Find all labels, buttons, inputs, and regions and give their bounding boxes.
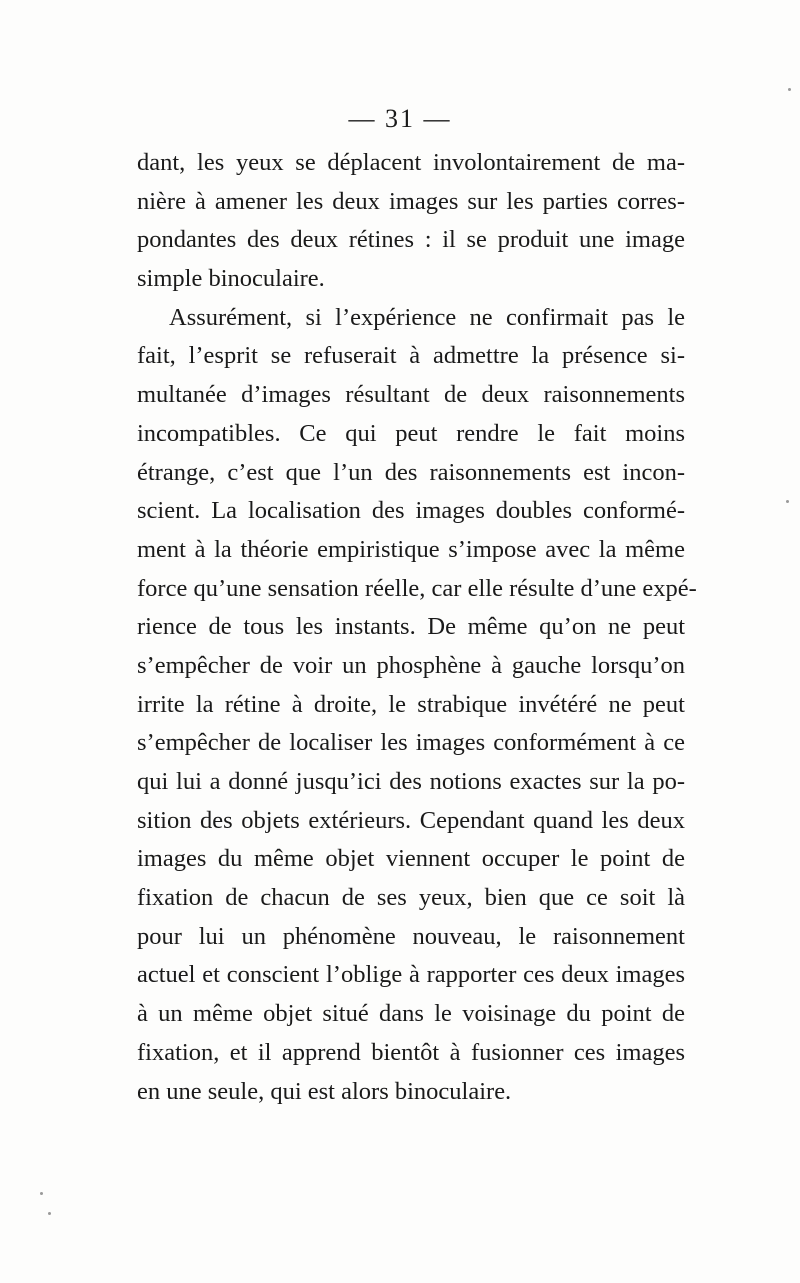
- text-line: multanée d’images résultant de deux raisonnements: [137, 381, 685, 409]
- text-line: en une seule, qui est alors binoculaire.: [137, 1077, 512, 1105]
- text-line: fixation, et il apprend bientôt à fusionner ces images: [137, 1038, 685, 1066]
- text-line: Assurément, si l’expérience ne confirmait pas le: [169, 303, 685, 331]
- text-line: nière à amener les deux images sur les parties corres-: [137, 187, 685, 215]
- text-line: s’empêcher de localiser les images conformément à ce: [137, 729, 685, 757]
- text-line: pondantes des deux rétines : il se produit une image: [137, 226, 685, 254]
- text-line: fixation de chacun de ses yeux, bien que ce soit là: [137, 884, 685, 912]
- page-number: — 31 —: [348, 104, 452, 133]
- text-line: ment à la théorie empiristique s’impose avec la même: [137, 535, 685, 563]
- text-line: irrite la rétine à droite, le strabique invétéré ne peut: [137, 690, 685, 718]
- paper-speck: [48, 1212, 51, 1215]
- text-line: simple binoculaire.: [137, 265, 325, 293]
- paper-speck: [40, 1192, 43, 1195]
- text-line: s’empêcher de voir un phosphène à gauche lorsqu’on: [137, 651, 685, 679]
- text-line: pour lui un phénomène nouveau, le raisonnement: [137, 922, 685, 950]
- paper-speck: [788, 88, 791, 91]
- text-line: étrange, c’est que l’un des raisonnements est incon-: [137, 458, 685, 486]
- text-line: à un même objet situé dans le voisinage du point de: [137, 1000, 685, 1028]
- text-line: sition des objets extérieurs. Cependant quand les deux: [137, 806, 685, 834]
- paper-speck: [786, 500, 789, 503]
- text-line: actuel et conscient l’oblige à rapporter ces deux images: [137, 961, 685, 989]
- text-line: fait, l’esprit se refuserait à admettre la présence si-: [137, 342, 685, 370]
- text-line: rience de tous les instants. De même qu’on ne peut: [137, 613, 685, 641]
- text-line: images du même objet viennent occuper le point de: [137, 845, 685, 873]
- text-line: scient. La localisation des images doubles conformé-: [137, 497, 685, 525]
- text-line: incompatibles. Ce qui peut rendre le fait moins: [137, 419, 685, 447]
- text-line: force qu’une sensation réelle, car elle résulte d’une expé-: [137, 574, 697, 602]
- body-text: [137, 144, 697, 1111]
- text-line: qui lui a donné jusqu’ici des notions exactes sur la po-: [137, 768, 685, 795]
- text-line: dant, les yeux se déplacent involontairement de ma-: [137, 149, 685, 176]
